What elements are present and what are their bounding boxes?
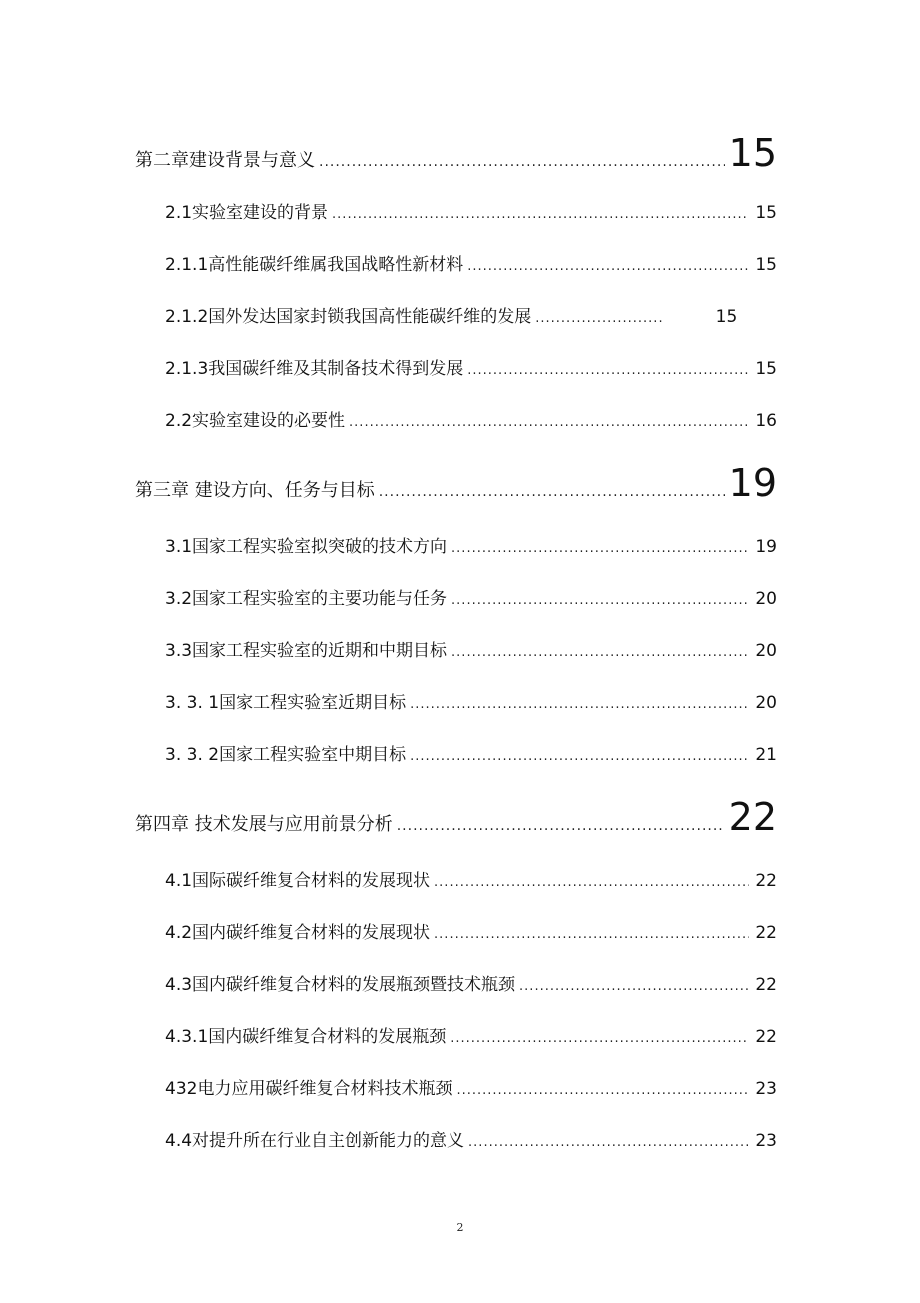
dot-leader: [349, 415, 749, 430]
dot-leader: [410, 749, 749, 764]
toc-section-title: 3.2国家工程实验室的主要功能与任务: [165, 589, 448, 609]
toc-section-page: 22: [755, 871, 777, 891]
toc-chapter-title: 第三章 建设方向、任务与目标: [135, 480, 375, 501]
toc-section-3-3-1[interactable]: [165, 688, 777, 713]
toc-section-title: 4.3.1国内碳纤维复合材料的发展瓶颈: [165, 1027, 447, 1047]
dot-leader: [451, 593, 749, 608]
toc-chapter-title: 第四章 技术发展与应用前景分析: [135, 814, 393, 835]
toc-section-3-3[interactable]: [165, 636, 777, 661]
dot-leader: [397, 818, 725, 834]
toc-chapter-title: 第二章建设背景与意义: [135, 150, 315, 171]
toc-section-2-1-1[interactable]: [165, 250, 777, 275]
dot-leader: [434, 927, 749, 942]
dot-leader: [535, 311, 665, 326]
dot-leader: [468, 1135, 749, 1150]
toc-section-title: 4.2国内碳纤维复合材料的发展现状: [165, 923, 431, 943]
dot-leader: [410, 697, 749, 712]
toc-section-title: 4.4对提升所在行业自主创新能力的意义: [165, 1131, 465, 1151]
toc-chapter-2[interactable]: [135, 131, 777, 175]
toc-section-page: 20: [755, 641, 777, 661]
toc-section-4-3[interactable]: [165, 970, 777, 995]
toc-section-title: 4.3国内碳纤维复合材料的发展瓶颈暨技术瓶颈: [165, 975, 516, 995]
toc-chapter-page: 22: [728, 795, 777, 839]
toc-section-title: 2.2实验室建设的必要性: [165, 411, 346, 431]
dot-leader: [456, 1083, 749, 1098]
toc-section-page: 22: [755, 975, 777, 995]
dot-leader: [332, 207, 749, 222]
toc-section-page: 23: [755, 1079, 777, 1099]
toc-section-title: 2.1.2国外发达国家封锁我国高性能碳纤维的发展: [165, 307, 532, 327]
toc-section-2-2[interactable]: [165, 406, 777, 431]
dot-leader: [450, 1031, 749, 1046]
toc-section-2-1[interactable]: [165, 198, 777, 223]
toc-chapter-3[interactable]: [135, 461, 777, 505]
dot-leader: [467, 259, 749, 274]
toc-section-page: 22: [755, 923, 777, 943]
toc-section-page: 20: [755, 589, 777, 609]
toc-chapter-4[interactable]: [135, 795, 777, 839]
toc-section-page: 16: [755, 411, 777, 431]
toc-section-4-3-1[interactable]: [165, 1022, 777, 1047]
toc-section-title: 4.1国际碳纤维复合材料的发展现状: [165, 871, 431, 891]
dot-leader: [451, 541, 749, 556]
toc-section-4-2[interactable]: [165, 918, 777, 943]
page-number: 2: [456, 1221, 464, 1234]
dot-leader: [319, 154, 725, 170]
dot-leader: [467, 363, 749, 378]
toc-section-3-3-2[interactable]: [165, 740, 777, 765]
toc-section-page: 15: [715, 307, 738, 327]
toc-section-4-1[interactable]: [165, 866, 777, 891]
toc-section-4-3-2[interactable]: [165, 1074, 777, 1099]
dot-leader: [434, 875, 749, 890]
toc-section-title: 2.1实验室建设的背景: [165, 203, 329, 223]
toc-section-page: 21: [755, 745, 777, 765]
toc-chapter-page: 15: [728, 131, 777, 175]
toc-section-page: 20: [755, 693, 777, 713]
dot-leader: [451, 645, 749, 660]
toc-section-3-2[interactable]: [165, 584, 777, 609]
dot-leader: [379, 484, 725, 500]
toc-section-3-1[interactable]: [165, 532, 777, 557]
toc-section-title: 3.1国家工程实验室拟突破的技术方向: [165, 537, 448, 557]
toc-section-2-1-2[interactable]: [165, 302, 777, 327]
toc-section-page: 19: [755, 537, 777, 557]
toc-section-2-1-3[interactable]: [165, 354, 777, 379]
dot-leader: [519, 979, 749, 994]
toc-section-title: 2.1.1高性能碳纤维属我国战略性新材料: [165, 255, 464, 275]
toc-section-page: 22: [755, 1027, 777, 1047]
toc-section-title: 432电力应用碳纤维复合材料技术瓶颈: [165, 1079, 453, 1099]
toc-section-page: 15: [755, 255, 777, 275]
toc-section-title: 3. 3. 1国家工程实验室近期目标: [165, 693, 407, 713]
toc-section-page: 23: [755, 1131, 777, 1151]
toc-section-title: 3.3国家工程实验室的近期和中期目标: [165, 641, 448, 661]
toc-section-4-4[interactable]: [165, 1126, 777, 1151]
toc-chapter-page: 19: [728, 461, 777, 505]
toc-section-page: 15: [755, 359, 777, 379]
toc-section-title: 2.1.3我国碳纤维及其制备技术得到发展: [165, 359, 464, 379]
toc-section-page: 15: [755, 203, 777, 223]
toc-section-title: 3. 3. 2国家工程实验室中期目标: [165, 745, 407, 765]
